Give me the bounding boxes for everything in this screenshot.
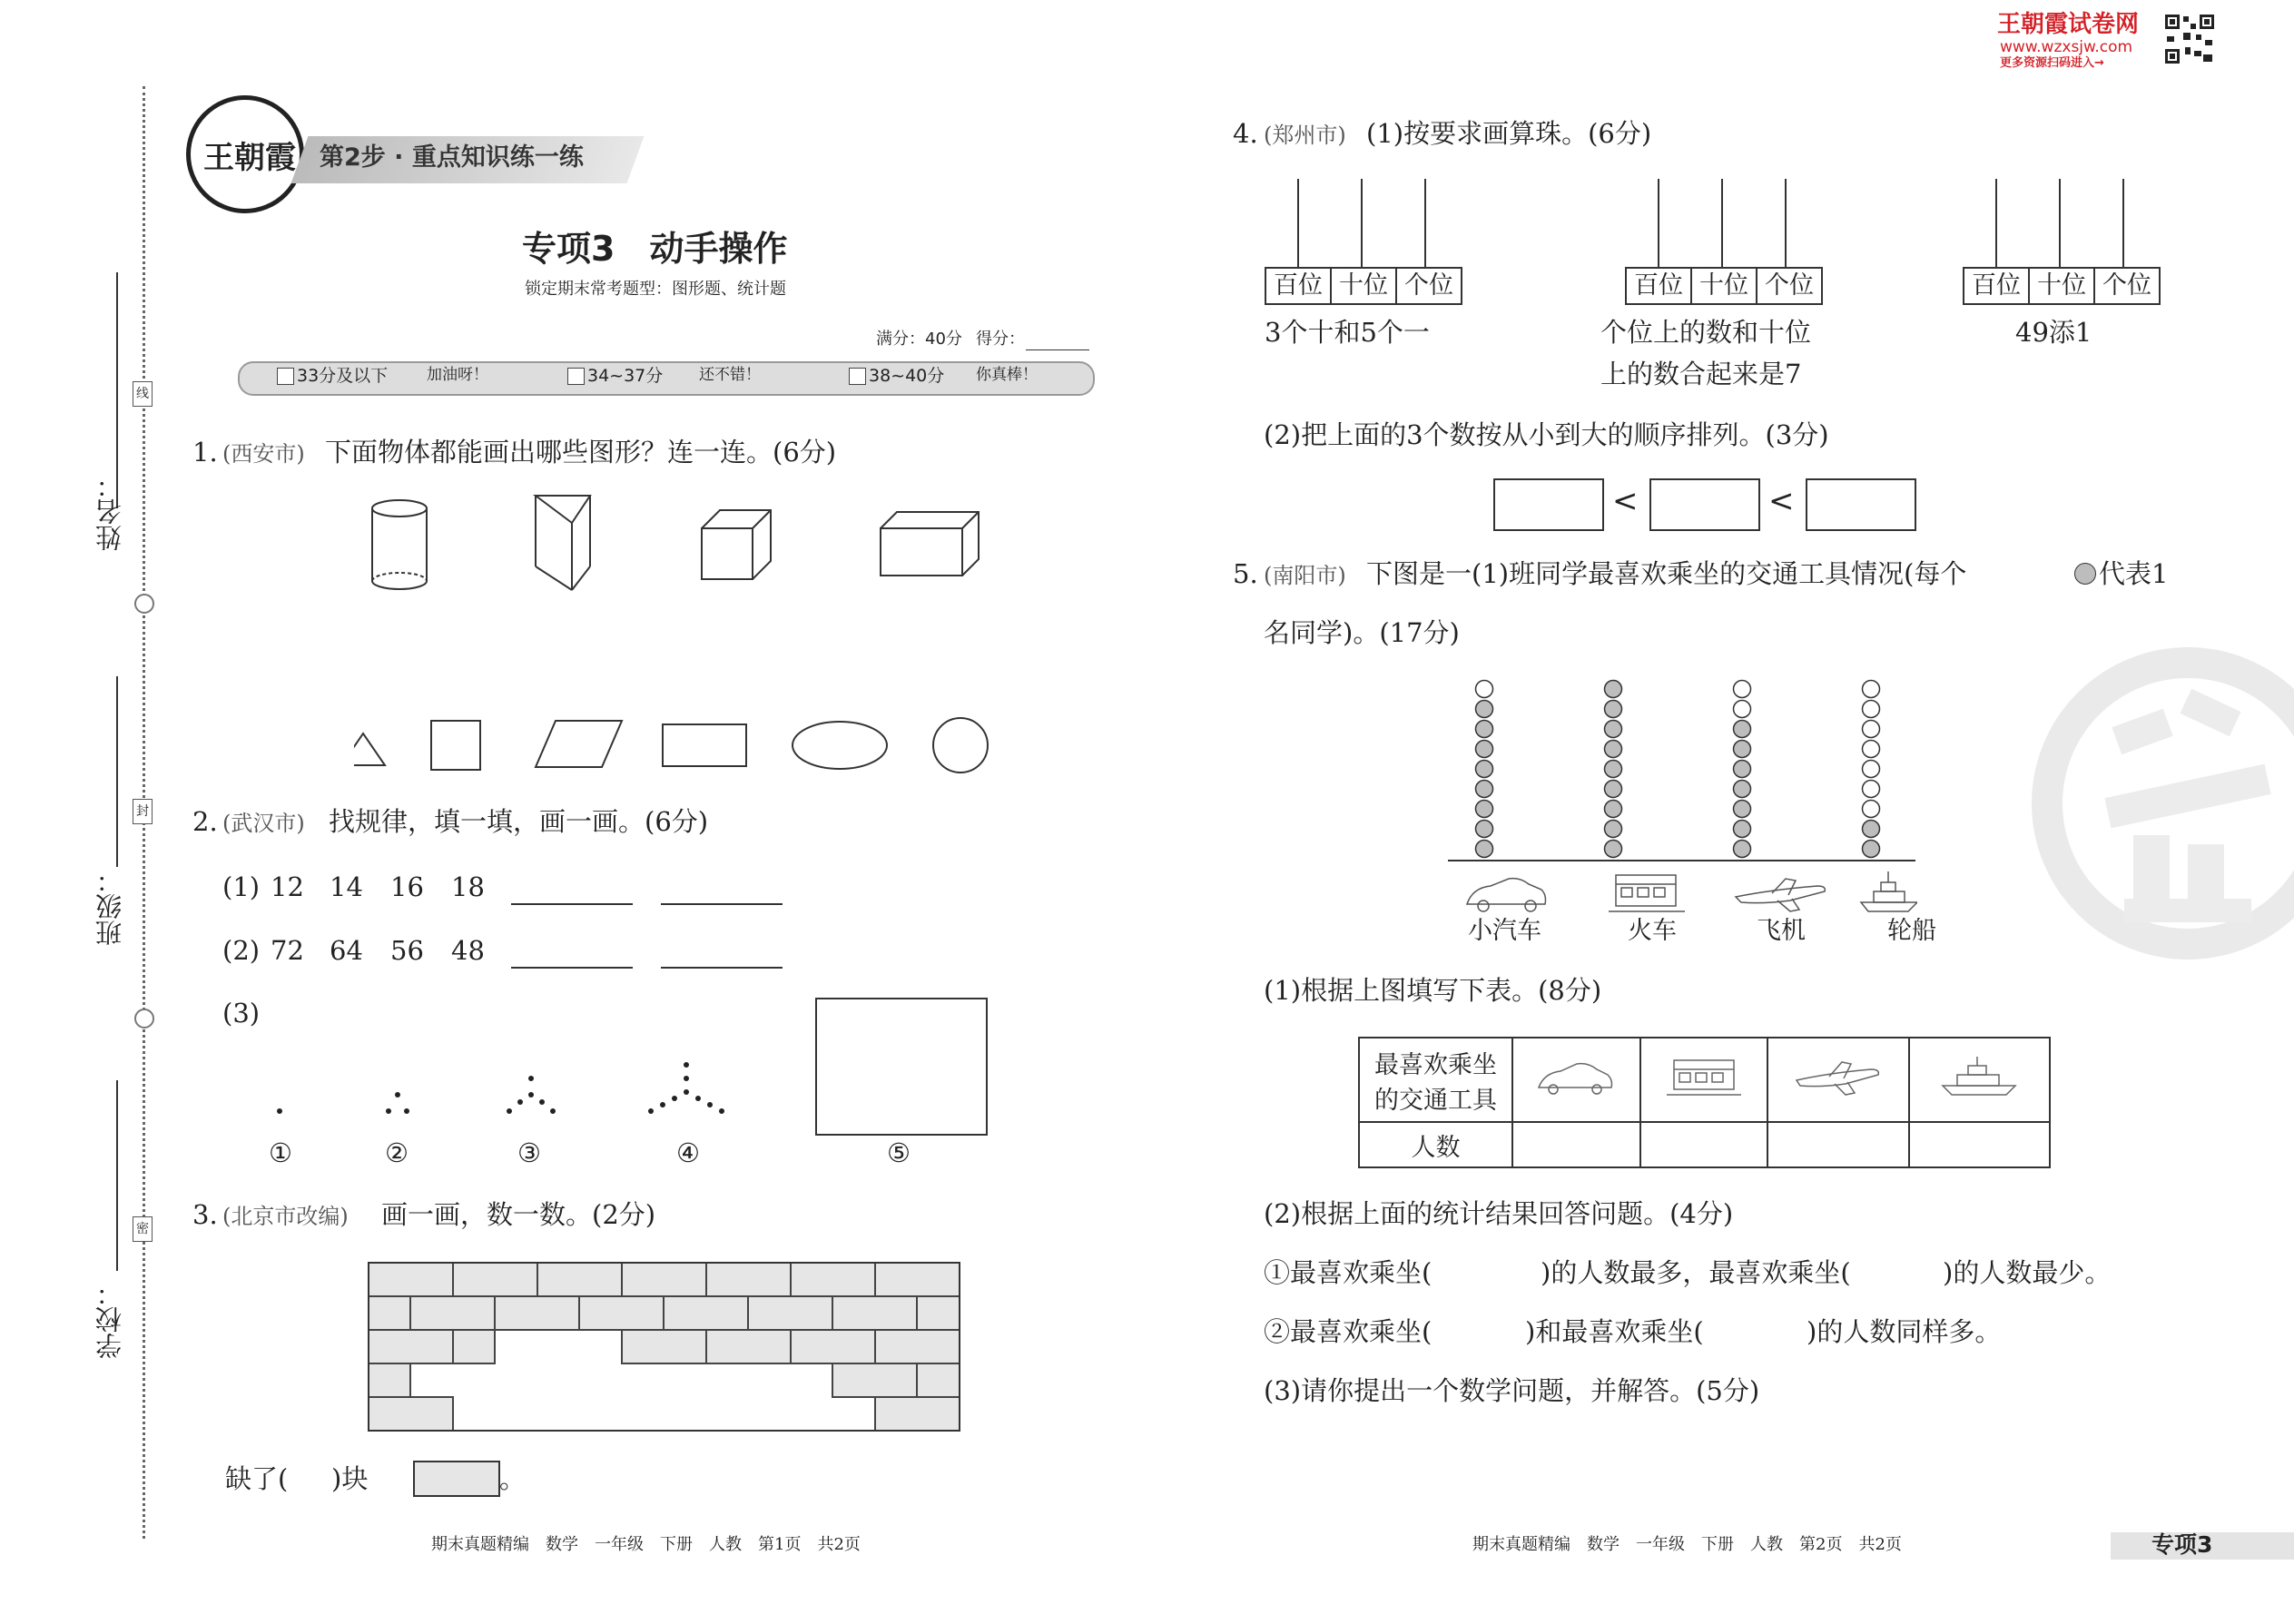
bead-empty [1734,681,1751,698]
score-blank [1026,349,1089,350]
rating-comment: 加油呀！ [427,366,488,384]
q5-text-line2: 名同学)。(17分) [1264,617,1460,648]
footer-left: 期末真题精编 数学 一年级 下册 人教 第1页 共2页 [431,1535,861,1554]
table-header-cell [1359,1038,1512,1122]
q5-text-a: 下图是一(1)班同学最喜欢乘坐的交通工具情况(每个 [1366,558,1967,589]
bead-filled [1605,781,1622,798]
abacus-rod[interactable] [1424,179,1426,267]
count-table [1358,1037,2051,1168]
abacus-rod[interactable] [1658,179,1659,267]
draw-box[interactable] [815,998,988,1136]
pattern-label: ③ [517,1137,541,1168]
brand-url[interactable]: www.wzxsjw.com [2000,38,2133,56]
bead-filled [1734,721,1751,738]
sequence-number: 12 [271,871,304,902]
bead-empty [1863,741,1880,758]
vehicle-icons [1463,870,1917,917]
name-label: 姓名： [94,472,125,551]
answer-blank[interactable] [511,903,633,905]
parallelogram-shape [536,721,622,767]
place-label-ones: 个位 [2102,271,2151,300]
bead-filled [1605,801,1622,818]
bead-filled [1863,841,1880,858]
bead-filled [1734,801,1751,818]
bead-empty [1476,681,1493,698]
bead-legend-icon [2074,563,2096,585]
q5-qb-part2: )和最喜欢乘坐( [1525,1316,1704,1347]
table-input-cell[interactable] [1909,1122,2051,1167]
q5-qb-part1: ②最喜欢乘坐( [1264,1316,1433,1347]
bead-filled [1476,821,1493,838]
abacus-rod[interactable] [1995,179,1997,267]
bead-filled [1476,721,1493,738]
prism-figure [536,496,590,590]
table-train-cell [1640,1038,1768,1122]
rating-checkbox[interactable] [567,368,585,385]
q2-row1-label: (1) [222,871,261,902]
place-label-hundreds: 百位 [1266,269,1332,303]
bead-filled [1476,801,1493,818]
bead-filled [1476,761,1493,778]
q4-city: (郑州市) [1264,123,1346,148]
place-value-labels [1625,267,1823,305]
rating-checkbox[interactable] [277,368,294,385]
q5-part2: (2)根据上面的统计结果回答问题。(4分) [1264,1198,1734,1229]
secret-watermark [2024,635,2294,980]
bead-filled [1734,741,1751,758]
sequence-number: 56 [390,935,424,966]
q3-number: 3. [192,1199,218,1230]
table-car-cell [1512,1038,1640,1122]
train-icon [1663,1057,1745,1097]
less-than-sign: < [1612,483,1639,519]
bead-filled [1605,761,1622,778]
q1-text: 下面物体都能画出哪些图形？连一连。(6分) [325,437,837,468]
class-label: 班级： [94,867,125,946]
bead-filled [1863,821,1880,838]
q4-desc1: 3个十和5个一 [1265,317,1430,348]
bead-filled [1476,701,1493,718]
score-label: 得分： [976,330,1025,349]
logo-text: 王朝霞 [203,140,296,176]
table-row-label: 人数 [1359,1122,1512,1167]
q5-text-b: 代表1 [2099,558,2169,589]
qr-code-icon[interactable] [2163,13,2216,65]
place-label-ones: 个位 [1765,271,1814,300]
seal-mark-xian: 线 [133,381,153,407]
rating-checkbox[interactable] [849,368,866,385]
q5-part1: (1)根据上图填写下表。(8分) [1264,975,1602,1006]
abacus-rod[interactable] [1785,179,1787,267]
bead-empty [1863,781,1880,798]
school-label: 学校： [94,1280,125,1359]
bead-filled [1476,781,1493,798]
bead-empty [1863,761,1880,778]
binding-hole-icon [134,1009,154,1029]
q4-desc3: 49添1 [2015,317,2092,348]
place-label-tens: 十位 [1332,269,1397,303]
sequence-number: 64 [330,935,363,966]
ship-icon [1934,1057,2024,1097]
bead-filled [1605,701,1622,718]
rating-label: 38~40分 [869,366,945,386]
triangle-shape [354,733,385,765]
cuboid-figure [881,512,979,576]
ellipse-shape [793,722,887,769]
square-shape [431,721,480,770]
dot-pattern [263,1053,735,1144]
circle-shape [933,718,988,773]
order-box-1[interactable] [1493,478,1604,531]
vehicle-label-train: 火车 [1628,917,1677,945]
sequence-number: 14 [330,871,363,902]
table-header-line2: 的交通工具 [1374,1086,1497,1115]
place-label-tens: 十位 [2030,269,2095,303]
sequence-number: 48 [451,935,485,966]
answer-blank[interactable] [511,967,633,969]
abacus-rod[interactable] [1297,179,1299,267]
q5-qa-part2: )的人数最多，最喜欢乘坐( [1541,1257,1851,1288]
train-icon [1609,875,1685,911]
bead-empty [1863,681,1880,698]
place-label-tens: 十位 [1692,269,1757,303]
car-icon [1467,879,1546,911]
bead-filled [1605,741,1622,758]
table-input-cell[interactable] [1767,1122,1908,1167]
table-ship-cell [1909,1038,2051,1122]
footer-tag: 专项3 [2151,1531,2213,1558]
q2-row2-label: (2) [222,935,261,966]
car-icon [1535,1057,1617,1097]
bead-filled [1605,681,1622,698]
q4-part2: (2)把上面的3个数按从小到大的顺序排列。(3分) [1264,419,1829,450]
brick-icon [413,1461,500,1497]
place-label-ones: 个位 [1404,271,1453,300]
pattern-label: ⑤ [887,1137,911,1168]
rating-comment: 你真棒！ [976,366,1038,384]
order-box-2[interactable] [1649,478,1760,531]
place-value-labels [1265,267,1462,305]
table-plane-cell [1767,1038,1908,1122]
q5-city: (南阳市) [1264,563,1346,588]
rating-label: 34~37分 [587,366,664,386]
q5-qb-part3: )的人数同样多。 [1807,1316,2002,1347]
q3-city: (北京市改编) [222,1204,349,1229]
abacus-rod[interactable] [2059,179,2061,267]
q4-desc2-line2: 上的数合起来是7 [1600,359,1802,389]
q3-text: 画一画，数一数。(2分) [381,1199,656,1230]
abacus-rod[interactable] [1361,179,1363,267]
q4-text: (1)按要求画算珠。(6分) [1366,118,1652,149]
bead-empty [1863,801,1880,818]
pattern-label: ② [385,1137,409,1168]
pattern-label: ① [269,1137,292,1168]
q1-number: 1. [192,437,218,468]
place-value-labels [1963,267,2161,305]
binding-hole-icon [134,594,154,614]
table-input-cell[interactable] [1512,1122,1640,1167]
q5-qa-part1: ①最喜欢乘坐( [1264,1257,1433,1288]
bead-filled [1476,741,1493,758]
airplane-icon [1736,879,1825,911]
bead-filled [1476,841,1493,858]
q3-answer-end: 。 [499,1463,527,1494]
brand-name: 王朝霞试卷网 [1997,11,2140,38]
bead-filled [1734,821,1751,838]
brick-wall [368,1262,962,1434]
bead-empty [1863,701,1880,718]
q3-answer-prefix: 缺了( [225,1463,289,1494]
order-box-3[interactable] [1806,478,1916,531]
q2-text: 找规律，填一填，画一画。(6分) [329,806,709,837]
bead-chart [1448,667,1974,867]
class-line [116,676,118,867]
q4-desc2-line1: 个位上的数和十位 [1600,317,1812,348]
sequence-number: 16 [390,871,424,902]
school-line [116,1080,118,1271]
bead-empty [1863,721,1880,738]
brand-more: 更多资源扫码进入→ [2000,56,2104,70]
cube-figure [702,510,771,579]
q5-part3: (3)请你提出一个数学问题，并解答。(5分) [1264,1375,1760,1406]
page-title: 专项3 动手操作 [522,229,788,269]
q2-number: 2. [192,806,218,837]
seal-mark-feng: 封 [133,799,153,824]
rectangle-shape [663,724,746,766]
sequence-number: 72 [271,935,304,966]
vehicle-label-car: 小汽车 [1468,917,1541,945]
answer-blank[interactable] [661,967,783,969]
place-label-hundreds: 百位 [1964,269,2030,303]
rating-comment: 还不错！ [699,366,761,384]
abacus-rod[interactable] [1721,179,1723,267]
sequence-number: 18 [451,871,485,902]
seal-mark-mi: 密 [133,1216,153,1242]
q2-city: (武汉市) [222,811,305,836]
bead-filled [1605,721,1622,738]
q1-figures [354,490,1008,781]
less-than-sign: < [1768,483,1795,519]
step-label: 第2步 · 重点知识练一练 [320,143,584,172]
bead-filled [1605,841,1622,858]
vehicle-label-plane: 飞机 [1757,917,1806,945]
cylinder-figure [372,500,427,589]
full-score: 满分：40分 [876,330,962,349]
q5-number: 5. [1233,558,1258,589]
bead-filled [1605,821,1622,838]
place-label-hundreds: 百位 [1627,269,1692,303]
vehicle-label-ship: 轮船 [1887,917,1936,945]
footer-right: 期末真题精编 数学 一年级 下册 人教 第2页 共2页 [1472,1535,1902,1554]
q3-answer-mid: )块 [331,1463,369,1494]
pattern-label: ④ [676,1137,700,1168]
q5-qa-part3: )的人数最少。 [1943,1257,2112,1288]
q2-row3-label: (3) [222,998,261,1029]
rating-label: 33分及以下 [297,366,389,386]
table-header-line1: 最喜欢乘坐 [1374,1050,1497,1079]
bead-filled [1734,761,1751,778]
subtitle: 锁定期末常考题型：图形题、统计题 [525,280,786,299]
bead-filled [1734,781,1751,798]
q1-city: (西安市) [222,441,305,467]
abacus-rod[interactable] [2122,179,2124,267]
bead-filled [1734,841,1751,858]
ship-icon [1861,871,1917,911]
bead-empty [1734,701,1751,718]
q4-number: 4. [1233,118,1258,149]
table-input-cell[interactable] [1640,1122,1768,1167]
answer-blank[interactable] [661,903,783,905]
logo-badge [186,95,304,213]
airplane-icon [1793,1057,1884,1097]
